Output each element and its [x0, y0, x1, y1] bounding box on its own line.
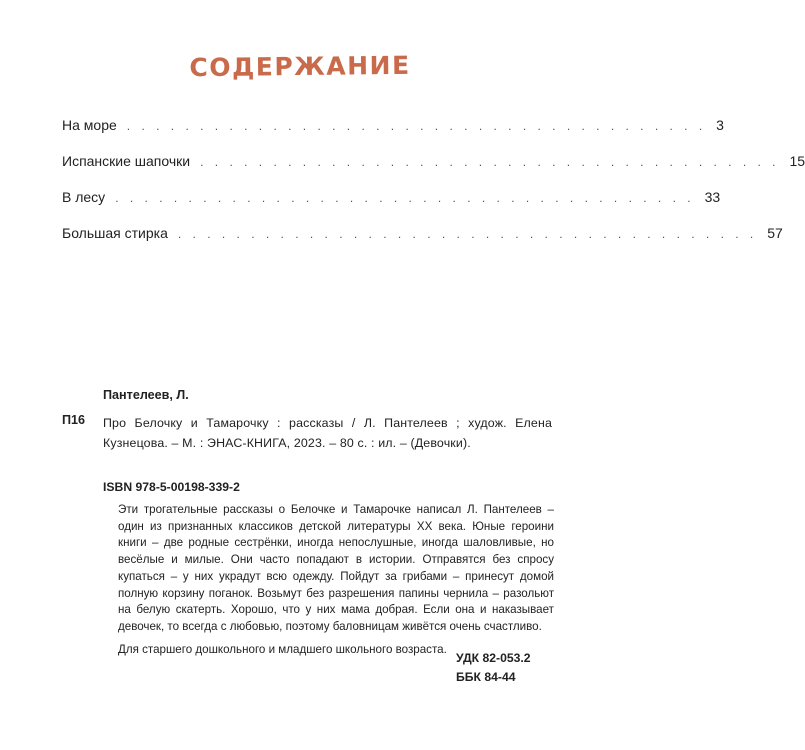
toc-item	[62, 225, 783, 261]
toc-leader-dots: . . . . . . . . . . . . . . . . . . . . . . . . . . . . . . . . . . . . . . . .	[126, 119, 707, 133]
toc-item-title: Большая стирка	[62, 225, 168, 241]
toc-item-page: 57	[767, 225, 783, 241]
toc-item-page: 3	[716, 117, 724, 133]
table-of-contents	[62, 117, 805, 261]
contents-title: СОДЕРЖАНИЕ	[189, 50, 411, 83]
toc-item	[62, 117, 724, 153]
catalog-annotation-block	[118, 502, 554, 658]
toc-item-page: 15	[789, 153, 805, 169]
toc-item	[62, 189, 721, 225]
toc-item-title: Испанские шапочки	[62, 153, 191, 169]
catalog-author-code: П16	[62, 413, 86, 427]
toc-item	[62, 153, 805, 189]
toc-item-page: 33	[704, 189, 721, 205]
toc-leader-dots: . . . . . . . . . . . . . . . . . . . . . . . . . . . . . . . . . . . . . . . .	[200, 155, 780, 169]
toc-leader-dots: . . . . . . . . . . . . . . . . . . . . . . . . . . . . . . . . . . . . . . . .	[115, 191, 695, 205]
toc-item-title: В лесу	[62, 189, 106, 205]
catalog-annotation: Эти трогательные рассказы о Белочке и Тамарочке написал Л. Пантелеев – один из признанных классиков детской литературы XX века. Юные героини книги – две родные сестрёнки, иногда непослушные, иногда шаловливые, но весёлые и милые. Они часто попадают в истории. Отправятся без спросу купаться – у них украдут всю одежду. Пойдут за грибами – принесут домой полную корзину поганок. Возьмут без разрешения папины чернила – разольют на белую скатерть. Хорошо, что у них мама добрая. Если она и наказывает девочек, то всегда с любовью, поэтому баловницам живётся очень счастливо.	[118, 503, 554, 633]
toc-leader-dots: . . . . . . . . . . . . . . . . . . . . . . . . . . . . . . . . . . . . . . . .	[177, 227, 758, 241]
catalog-isbn: ISBN 978-5-00198-339-2	[103, 480, 240, 494]
catalog-udk: УДК 82-053.2	[456, 651, 531, 665]
toc-item-title: На море	[62, 117, 117, 133]
catalog-bbk: ББК 84-44	[456, 670, 516, 684]
catalog-description: Про Белочку и Тамарочку : рассказы / Л. Пантелеев ; худож. Елена Кузнецова. – М. : ЭНАС-КНИГА, 2023. – 80 с. : ил. – (Девочки).	[103, 416, 552, 450]
catalog-author: Пантелеев, Л.	[103, 388, 189, 402]
catalog-age-note: Для старшего дошкольного и младшего школьного возраста.	[118, 642, 447, 656]
